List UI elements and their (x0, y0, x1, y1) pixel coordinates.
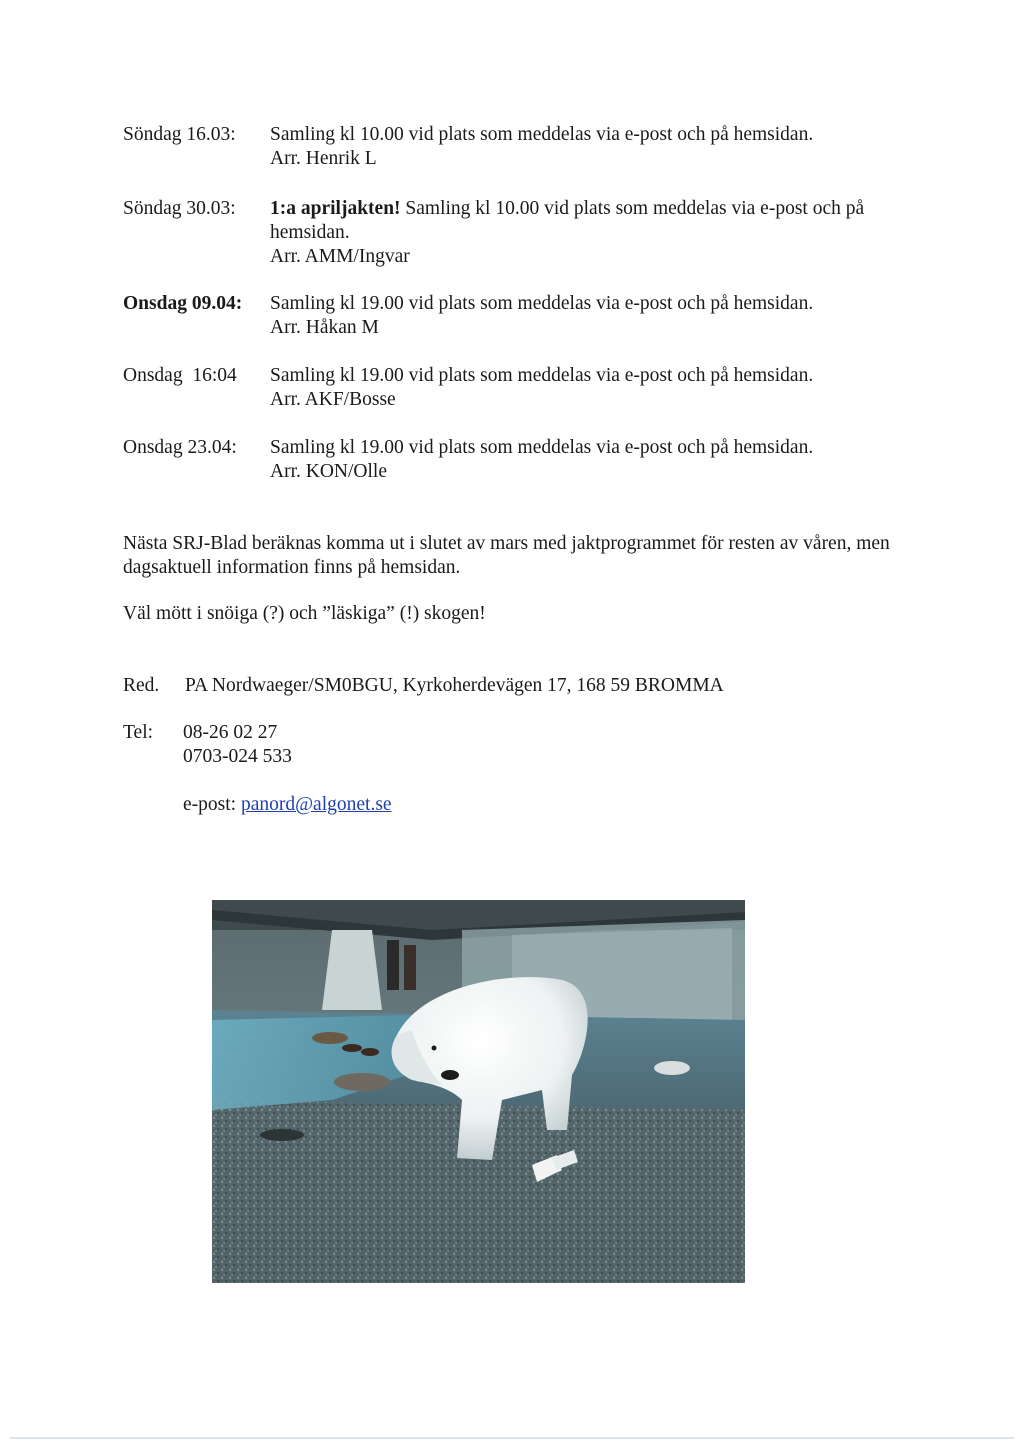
email-row (183, 793, 392, 817)
event-line: Samling kl 19.00 vid plats som meddelas via e-post och på hemsidan. (270, 293, 814, 314)
polar-bear-photo (212, 900, 745, 1283)
event-organizer: Arr. KON/Olle (270, 461, 387, 482)
email-link[interactable]: panord@algonet.se (240, 794, 392, 815)
event-organizer: Arr. AKF/Bosse (270, 389, 396, 410)
event-line (270, 197, 930, 245)
event-organizer: Arr. Håkan M (270, 317, 379, 338)
event-date: Onsdag 16:04 (123, 365, 237, 386)
event-organizer: Arr. Henrik L (270, 148, 377, 169)
event-organizer: Arr. AMM/Ingvar (270, 246, 410, 267)
event-date: Onsdag 23.04: (123, 437, 237, 458)
event-description (270, 123, 930, 171)
bottom-rule (10, 1437, 1014, 1439)
editor-row (123, 674, 724, 698)
email-label: e-post: (183, 794, 241, 815)
event-date: Söndag 16.03: (123, 124, 236, 145)
phone-row (123, 721, 278, 745)
event-description (270, 436, 930, 484)
event-line-text: Samling kl 10.00 vid plats som meddelas via e-post och på hemsidan. (270, 198, 865, 243)
event-description (270, 197, 930, 269)
event-description (270, 292, 930, 340)
editor-address: PA Nordwaeger/SM0BGU, Kyrkoherdevägen 17, 168 59 BROMMA (185, 675, 724, 696)
editor-label: Red. (123, 675, 160, 696)
phone-label: Tel: (123, 722, 154, 743)
phone-number: 08-26 02 27 (183, 722, 278, 743)
next-issue-paragraph: Nästa SRJ-Blad beräknas komma ut i slutet av mars med jaktprogrammet för resten av våren, men dagsaktuell information finns på hemsidan. (123, 533, 890, 578)
event-line: Samling kl 10.00 vid plats som meddelas via e-post och på hemsidan. (270, 124, 814, 145)
event-line: Samling kl 19.00 vid plats som meddelas via e-post och på hemsidan. (270, 365, 814, 386)
event-line: Samling kl 19.00 vid plats som meddelas via e-post och på hemsidan. (270, 437, 814, 458)
event-date: Onsdag 09.04: (123, 293, 243, 314)
event-description (270, 364, 930, 412)
event-highlight: 1:a apriljakten! (270, 198, 401, 219)
greeting-paragraph: Väl mött i snöiga (?) och ”läskiga” (!) skogen! (123, 603, 486, 624)
event-date: Söndag 30.03: (123, 198, 236, 219)
mobile-number: 0703-024 533 (183, 746, 292, 767)
